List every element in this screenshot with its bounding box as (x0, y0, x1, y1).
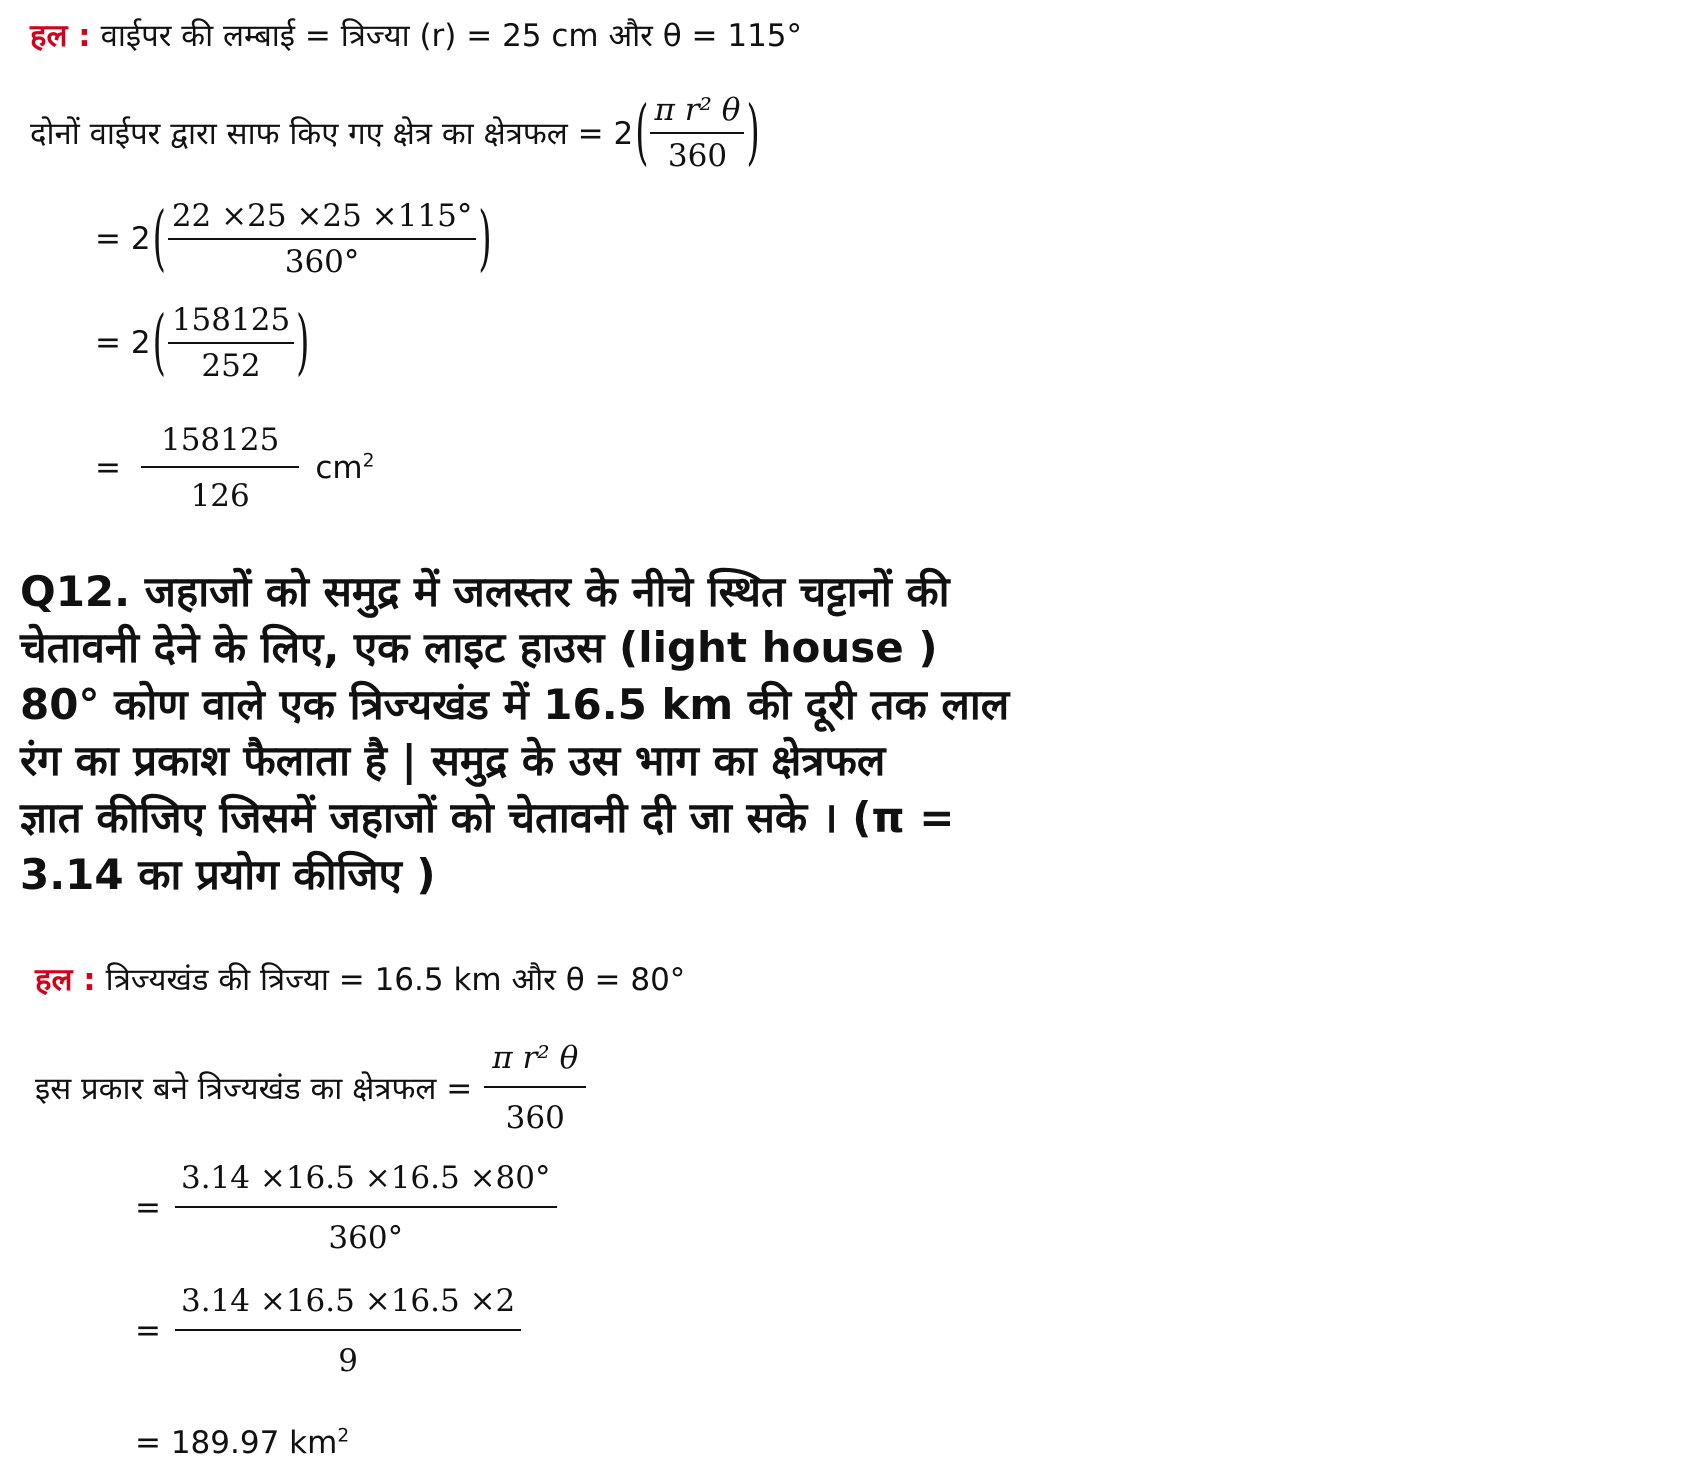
solution1-area-line (30, 92, 762, 174)
solution2-area-line (35, 1040, 592, 1136)
solution1-formula-numerator: π r² θ (650, 92, 744, 134)
solution1-step3-numerator: 158125 (141, 422, 299, 468)
solution2-step1-fraction (175, 1160, 557, 1256)
solution1-step3-fraction (141, 422, 299, 514)
question-line-5: ज्ञात कीजिए जिसमें जहाजों को चेतावनी दी जा सके । (π = (20, 793, 955, 842)
solution1-step3-line (95, 422, 374, 514)
solution1-given-text: वाईपर की लम्बाई = त्रिज्या (r) = 25 cm और θ = 115° (100, 18, 803, 54)
solution1-formula-fraction (650, 92, 744, 174)
solution1-step1-numerator: 22 ×25 ×25 ×115° (168, 198, 477, 240)
question-line-3: 80° कोण वाले एक त्रिज्यखंड में 16.5 km की दूरी तक लाल (20, 680, 1010, 729)
solution2-step1-denominator: 360° (328, 1220, 404, 1256)
solution2-formula-denominator: 360 (505, 1100, 565, 1136)
solution2-result-line (135, 1425, 349, 1461)
left-paren: ( (152, 197, 166, 281)
solution1-step2-fraction (168, 302, 294, 384)
solution2-formula-numerator: π r² θ (484, 1040, 586, 1088)
solution1-step3-denominator: 126 (190, 478, 250, 514)
solution1-label: हल : (30, 18, 91, 54)
solution2-result: = 189.97 $km^2$ (135, 1425, 350, 1461)
solution1-step1-line (95, 198, 494, 280)
solution1-formula-denominator: 360 (667, 138, 728, 174)
solution2-step2-line (135, 1283, 527, 1379)
solution2-step2-prefix: = (135, 1313, 161, 1349)
question-line-1: Q12. जहाजों को समुद्र में जलस्तर के नीचे स्थित चट्टानों की (20, 567, 950, 616)
solution2-area-label: इस प्रकार बने त्रिज्यखंड का क्षेत्रफल = (35, 1071, 473, 1107)
solution1-area-label: दोनों वाईपर द्वारा साफ किए गए क्षेत्र का क्षेत्रफल = 2 (30, 116, 634, 152)
solution2-step2-fraction (175, 1283, 521, 1379)
right-paren: ) (296, 301, 310, 385)
solution2-formula-fraction (484, 1040, 586, 1136)
solution1-step1-prefix: = 2 (95, 221, 151, 257)
solution2-label: हल : (35, 962, 96, 998)
question-line-2: चेतावनी देने के लिए, एक लाइट हाउस (light house ) (20, 623, 938, 672)
solution1-step2-denominator: 252 (201, 348, 261, 384)
solution2-step1-line (135, 1160, 563, 1256)
question-line-4: रंग का प्रकाश फैलाता है | समुद्र के उस भाग का क्षेत्रफल (20, 736, 886, 785)
solution2-step2-numerator: 3.14 ×16.5 ×16.5 ×2 (175, 1283, 521, 1331)
left-paren: ( (152, 301, 166, 385)
right-paren: ) (746, 91, 760, 175)
solution1-step1-denominator: 360° (284, 244, 360, 280)
solution2-step1-prefix: = (135, 1190, 161, 1226)
question-line-6: 3.14 का प्रयोग कीजिए ) (20, 850, 436, 899)
right-paren: ) (478, 197, 492, 281)
solution1-step1-fraction (168, 198, 477, 280)
solution1-step2-prefix: = 2 (95, 325, 151, 361)
solution1-step2-numerator: 158125 (168, 302, 294, 344)
solution2-step1-numerator: 3.14 ×16.5 ×16.5 ×80° (175, 1160, 557, 1208)
solution2-given-line (35, 958, 685, 1000)
solution1-step3-prefix: = (95, 450, 121, 486)
solution1-given-line (30, 14, 802, 56)
solution1-step2-line (95, 302, 311, 384)
solution2-step2-denominator: 9 (338, 1343, 358, 1379)
left-paren: ( (635, 91, 649, 175)
solution2-given-text: त्रिज्यखंड की त्रिज्या = 16.5 km और θ = 80° (105, 962, 686, 998)
solution1-step3-unit: $cm^2$ (315, 450, 375, 486)
